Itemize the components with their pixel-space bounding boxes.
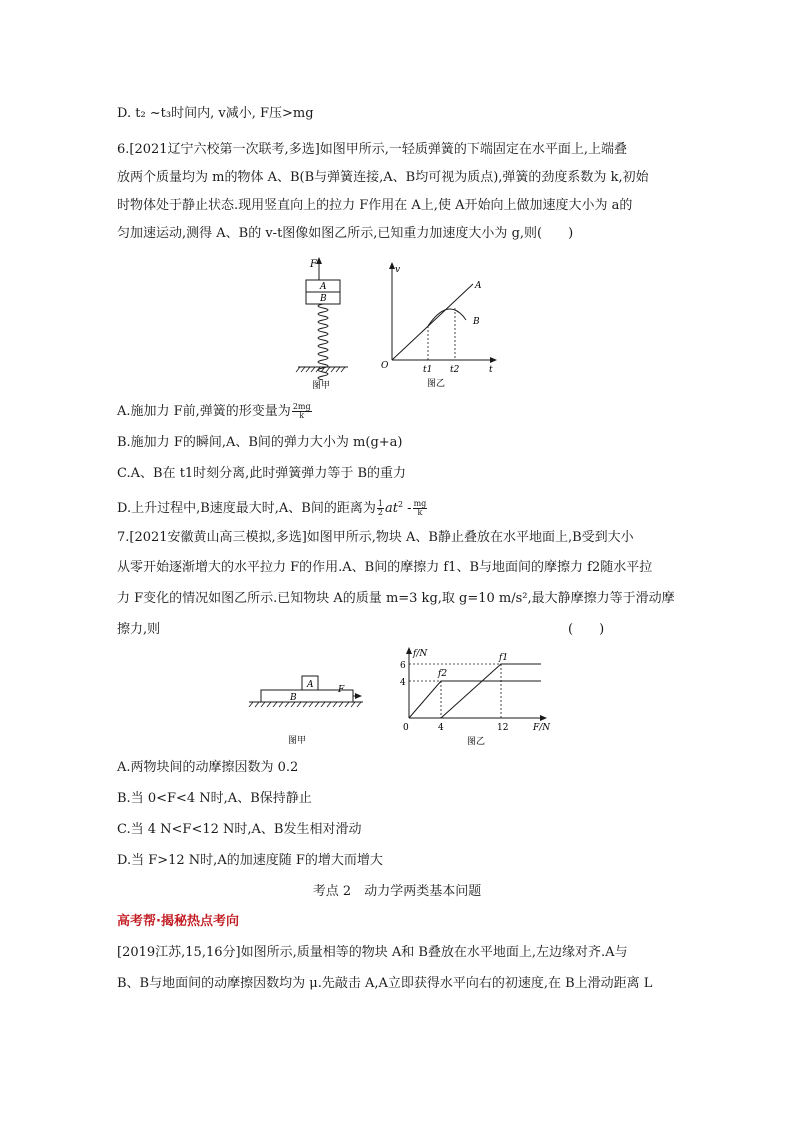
curve-f1 [441,664,541,718]
q7-stem-line2: 从零开始逐渐增大的水平拉力 F的作用.A、B间的摩擦力 f1、B与地面间的摩擦力 f2随水平拉 [117,560,653,575]
section-banner: 高考帮·揭秘热点考向 [117,914,239,929]
frac-den: k [299,411,305,420]
q6-option-d: D.上升过程中,B速度最大时,A、B间的距离为 $\frac{1}{2}$ $at^2$ - $\frac{mg}{k}$ [117,499,427,517]
q7-option-c: C.当 4 N<F<12 N时,A、B发生相对滑动 [117,822,362,837]
line-a [392,284,473,360]
caption-yi: 图乙 [467,737,486,747]
t-axis-label: t [489,365,493,375]
f1-label: f1 [499,653,509,663]
F-axis-label: F/N [533,723,551,733]
q6-stem-line3: 时物体处于静止状态.现用竖直向上的拉力 F作用在 A上,使 A开始向上做加速度大小为 a的 [117,198,633,213]
frac-num: mg [413,499,427,508]
tick-y-4: 4 [400,678,406,688]
f-axis-label: f/N [413,649,428,659]
frac-den: k [417,508,423,517]
tick-y-6: 6 [400,661,406,671]
q7-stem-line1: 7.[2021安徽黄山高三模拟,多选]如图甲所示,物块 A、B静止叠放在水平地面上,B受到大小 [117,530,634,545]
curve-b-label: B [473,317,480,327]
t1-label: t1 [423,365,433,375]
q7-answer-paren: ( ) [568,622,605,637]
tick-x-0: 0 [403,723,409,733]
block-a-label: A [320,282,327,292]
q6-option-b: B.施加力 F的瞬间,A、B间的弹力大小为 m(g+a) [117,435,403,450]
section-paragraph-line1: [2019江苏,15,16分]如图所示,质量相等的物块 A和 B叠放在水平地面上,左边缘对齐.A与 [117,945,628,960]
t2-label: t2 [450,365,460,375]
curve-f2 [409,681,541,718]
fraction-mg-k [413,500,428,517]
q6-option-d-text: D.上升过程中,B速度最大时,A、B间的距离为 [117,501,376,516]
q6-option-a-text: A.施加力 F前,弹簧的形变量为 [117,404,291,419]
q7-option-d: D.当 F>12 N时,A的加速度随 F的增大而增大 [117,853,383,868]
q6-figure-yi [375,260,500,390]
caption-jia: 图甲 [312,381,331,390]
q5-option-d: D. t₂ ~t₃时间内, v减小, F压>mg [117,106,314,121]
q6-option-c: C.A、B在 t1时刻分离,此时弹簧弹力等于 B的重力 [117,466,407,481]
section-title: 考点 2 动力学两类基本问题 [312,884,482,899]
q6-figure-jia [290,255,360,390]
tick-x-12: 12 [497,723,509,733]
block-a-label: A [307,680,314,690]
caption-jia: 图甲 [288,736,307,746]
q6-stem-line2: 放两个质量均为 m的物体 A、B(B与弹簧连接,A、B均可视为质点),弹簧的劲度系数为 k,初始 [117,170,649,185]
q7-stem-line4: 擦力,则 [117,622,161,637]
q6-stem-line1: 6.[2021辽宁六校第一次联考,多选]如图甲所示,一轻质弹簧的下端固定在水平面上,上端叠 [117,142,628,157]
v-axis-label: v [395,265,401,275]
curve-b [428,309,466,326]
curve-a-label: A [475,281,482,291]
frac-num: 1 [377,499,383,508]
section-paragraph-line2: B、B与地面间的动摩擦因数均为 μ.先敲击 A,A立即获得水平向右的初速度,在 B上滑动距离 L [117,976,653,991]
block-b-label: B [320,294,327,304]
f2-label: f2 [438,669,448,679]
q7-figure-jia [245,668,365,748]
fraction-1-2 [377,500,384,517]
q6-stem-line4: 匀加速运动,测得 A、B的 v-t图像如图乙所示,已知重力加速度大小为 g,则( ) [117,226,574,241]
tick-x-4: 4 [438,723,444,733]
caption-yi: 图乙 [427,379,446,389]
q7-option-b: B.当 0<F<4 N时,A、B保持静止 [117,791,312,806]
q6-option-a [117,402,313,422]
q7-figure-yi [395,645,555,750]
q7-stem-line3: 力 F变化的情况如图乙所示.已知物块 A的质量 m=3 kg,取 g=10 m/s²,最大静摩擦力等于滑动摩 [117,591,675,606]
q7-option-a: A.两物块间的动摩擦因数为 0.2 [117,760,299,775]
frac-num: 2mg [292,402,311,411]
force-label-f: F [310,259,317,270]
q6-option-d-at: at [384,501,398,516]
force-label-f: F [338,685,345,695]
origin-label: O [381,361,389,371]
spring [318,304,328,380]
block-b-label: B [290,693,297,703]
fraction-2mg-k [292,403,312,420]
frac-den: 2 [377,508,383,517]
